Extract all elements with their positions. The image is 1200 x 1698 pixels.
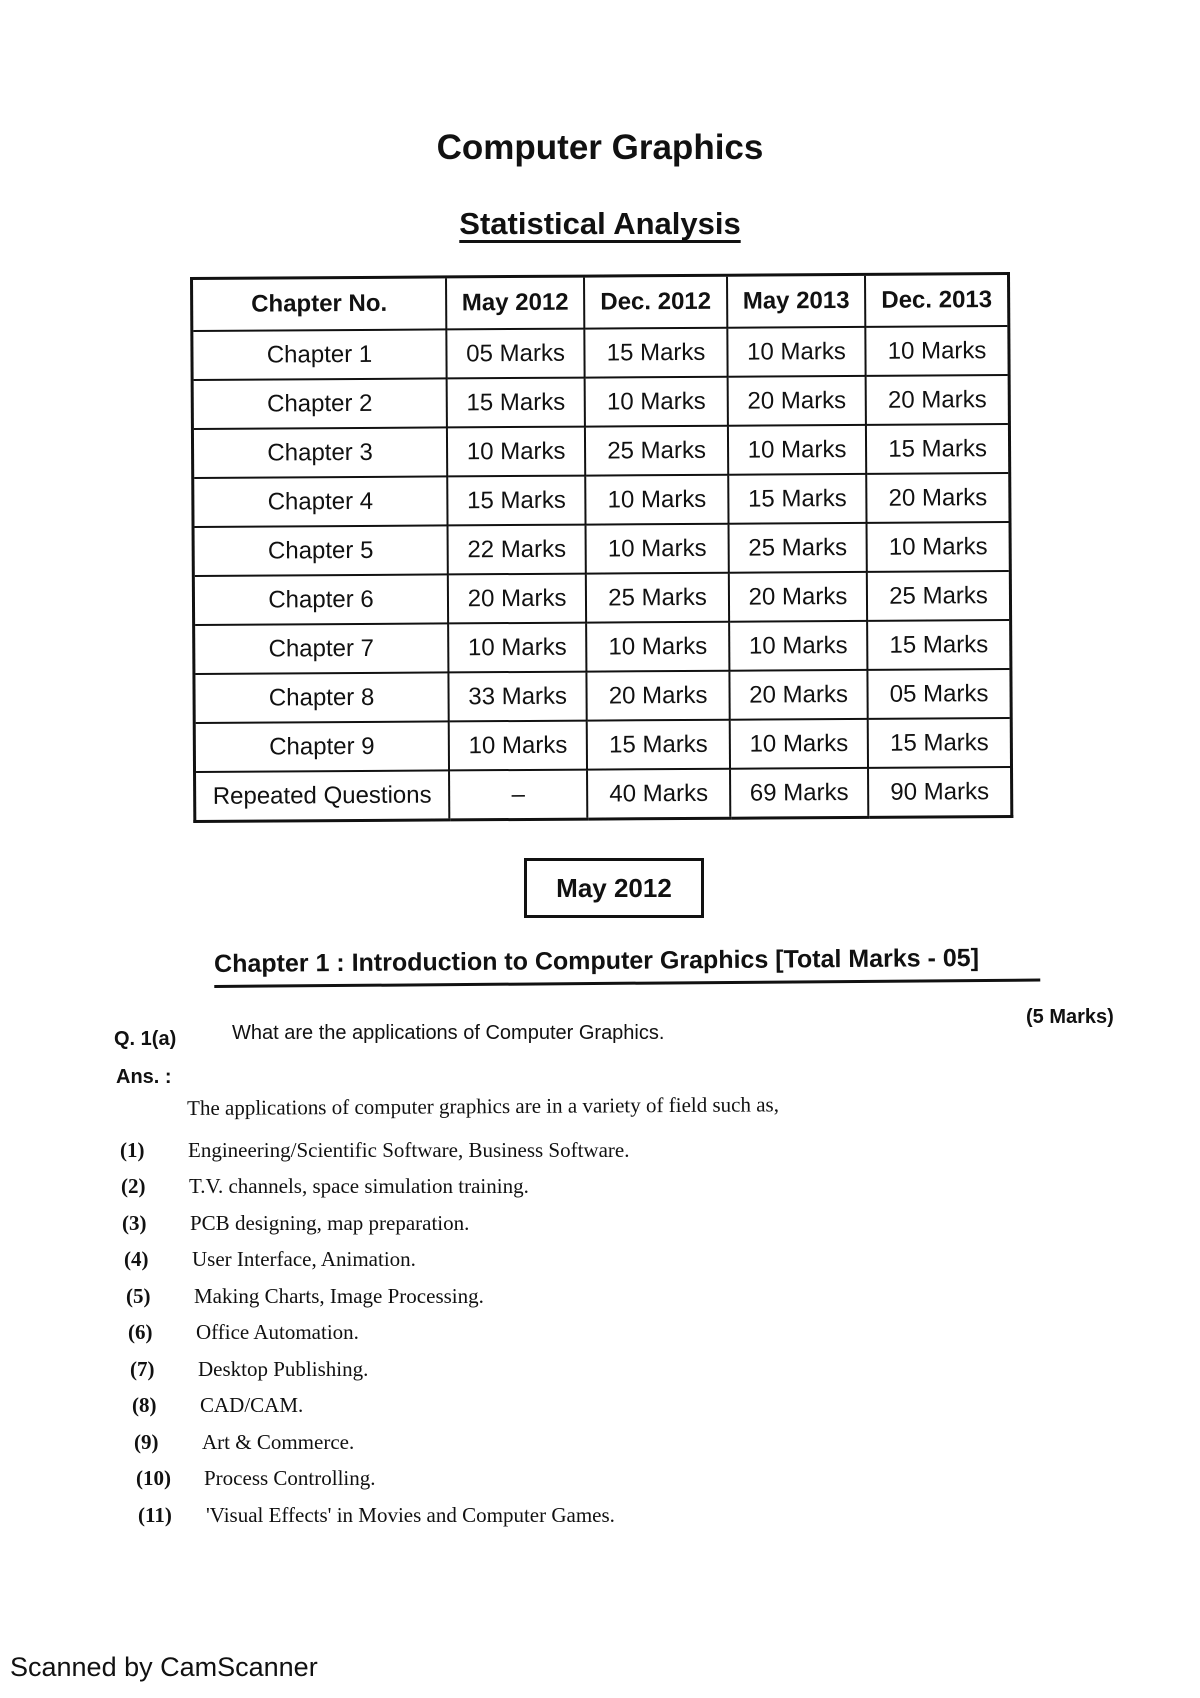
table-cell: Chapter 5: [193, 525, 448, 576]
list-item-text: Process Controlling.: [204, 1466, 376, 1491]
list-item: [120, 1315, 629, 1352]
list-item-number: (3): [122, 1210, 147, 1235]
table-row: [193, 473, 1010, 527]
applications-list: [120, 1132, 629, 1534]
table-cell: 20 Marks: [728, 376, 866, 426]
table-cell: Chapter 1: [192, 329, 447, 380]
header-may-2012: May 2012: [446, 276, 584, 329]
table-cell: 15 Marks: [866, 424, 1010, 474]
header-dec-2012: Dec. 2012: [584, 275, 727, 328]
table-cell: Chapter 7: [194, 623, 449, 674]
table-cell: 90 Marks: [868, 767, 1012, 817]
table-cell: 15 Marks: [447, 476, 585, 526]
list-item-text: 'Visual Effects' in Movies and Computer Games.: [206, 1502, 615, 1527]
table-cell: 10 Marks: [730, 719, 868, 769]
list-item-number: (4): [124, 1247, 149, 1272]
question-label: Q. 1(a): [114, 1028, 177, 1050]
question-text: What are the applications of Computer Graphics.: [232, 1022, 665, 1044]
table-cell: 40 Marks: [587, 769, 730, 819]
table-cell: 33 Marks: [448, 672, 586, 722]
list-item-text: Engineering/Scientific Software, Business Software.: [188, 1137, 630, 1162]
table-cell: 15 Marks: [868, 718, 1012, 768]
table-row-repeated-questions: [195, 767, 1012, 821]
list-item-number: (10): [136, 1466, 171, 1491]
table-cell: Repeated Questions: [195, 770, 450, 821]
list-item: [120, 1497, 629, 1534]
question-marks: (5 Marks): [1026, 1006, 1114, 1028]
list-item: [120, 1424, 629, 1461]
table-cell: 15 Marks: [447, 378, 585, 428]
table-cell: 10 Marks: [865, 326, 1009, 376]
list-item-text: Office Automation.: [196, 1320, 359, 1345]
table-cell: 10 Marks: [729, 621, 867, 671]
list-item: [120, 1351, 629, 1388]
subtitle-text: Statistical Analysis: [459, 206, 741, 241]
table-cell: 10 Marks: [867, 522, 1011, 572]
table-row: [194, 620, 1011, 674]
table-cell: 10 Marks: [586, 622, 729, 672]
table-cell: Chapter 6: [193, 574, 448, 625]
list-item: [120, 1278, 629, 1315]
section-subtitle: [0, 206, 1200, 242]
list-item-number: (2): [121, 1174, 146, 1199]
table-body: [192, 326, 1012, 821]
table-cell: 10 Marks: [728, 425, 866, 475]
table-cell: Chapter 3: [192, 427, 447, 478]
table-cell: 25 Marks: [867, 571, 1011, 621]
table-cell: 10 Marks: [447, 427, 585, 477]
table-row: [194, 669, 1011, 723]
list-item-number: (11): [138, 1502, 172, 1527]
table-cell: 10 Marks: [449, 721, 587, 771]
table-cell: 10 Marks: [586, 524, 729, 574]
table-cell: 25 Marks: [586, 573, 729, 623]
page-title: Computer Graphics: [436, 128, 764, 167]
list-item-text: Making Charts, Image Processing.: [194, 1283, 484, 1308]
list-item: [120, 1242, 629, 1279]
table-cell: 20 Marks: [866, 473, 1010, 523]
table-row: [193, 571, 1010, 625]
table-row: [192, 375, 1009, 429]
list-item-number: (7): [130, 1356, 155, 1381]
list-item-text: User Interface, Animation.: [192, 1247, 416, 1272]
table-cell: 20 Marks: [729, 572, 867, 622]
table-cell: 69 Marks: [730, 768, 868, 818]
table-cell: 10 Marks: [448, 623, 586, 673]
table-cell: –: [449, 770, 587, 820]
table-cell: 15 Marks: [867, 620, 1011, 670]
table-cell: 22 Marks: [448, 525, 586, 575]
list-item-text: T.V. channels, space simulation training.: [189, 1174, 529, 1199]
table-row: [192, 424, 1009, 478]
list-item-text: PCB designing, map preparation.: [190, 1210, 470, 1235]
chapter-heading: Chapter 1 : Introduction to Computer Graphics [Total Marks - 05]: [214, 944, 1040, 988]
table-cell: 15 Marks: [584, 328, 727, 378]
exam-session-box: May 2012: [524, 858, 704, 918]
table-cell: Chapter 8: [194, 672, 449, 723]
statistical-analysis-table: [190, 272, 1013, 823]
table-cell: 05 Marks: [868, 669, 1012, 719]
table-cell: 10 Marks: [585, 475, 728, 525]
table-cell: 10 Marks: [727, 327, 865, 377]
table-cell: 15 Marks: [587, 720, 730, 770]
list-item-text: Art & Commerce.: [202, 1429, 355, 1454]
table-row: [193, 522, 1010, 576]
table-cell: 05 Marks: [446, 329, 584, 379]
table-header-row: [192, 274, 1009, 331]
table-cell: Chapter 4: [193, 476, 448, 527]
list-item: [120, 1461, 629, 1498]
table-cell: 20 Marks: [866, 375, 1010, 425]
table-cell: Chapter 2: [192, 378, 447, 429]
header-dec-2013: Dec. 2013: [865, 274, 1009, 327]
answer-label: Ans. :: [116, 1066, 172, 1088]
table-cell: 20 Marks: [729, 670, 867, 720]
header-may-2013: May 2013: [727, 274, 865, 327]
table-cell: 25 Marks: [585, 426, 728, 476]
table-cell: 20 Marks: [448, 574, 586, 624]
answer-intro: The applications of computer graphics are in a variety of field such as,: [187, 1092, 780, 1120]
list-item: [120, 1388, 629, 1425]
scanner-watermark: Scanned by CamScanner: [10, 1652, 318, 1682]
list-item-number: (8): [132, 1393, 157, 1418]
list-item: [120, 1132, 629, 1169]
table-cell: 15 Marks: [728, 474, 866, 524]
list-item-number: (1): [120, 1137, 145, 1162]
table-header: [192, 274, 1009, 331]
list-item-number: (9): [134, 1429, 159, 1454]
table-cell: 25 Marks: [728, 523, 866, 573]
list-item-text: Desktop Publishing.: [198, 1356, 369, 1381]
table-row: [192, 326, 1009, 380]
list-item: [120, 1205, 629, 1242]
list-item: [120, 1169, 629, 1206]
table-cell: Chapter 9: [194, 721, 449, 772]
table-cell: 10 Marks: [585, 377, 728, 427]
header-chapter-no: Chapter No.: [192, 277, 447, 331]
table-row: [194, 718, 1011, 772]
table-cell: 20 Marks: [587, 671, 730, 721]
list-item-number: (6): [128, 1320, 153, 1345]
list-item-number: (5): [126, 1283, 151, 1308]
list-item-text: CAD/CAM.: [200, 1393, 304, 1418]
